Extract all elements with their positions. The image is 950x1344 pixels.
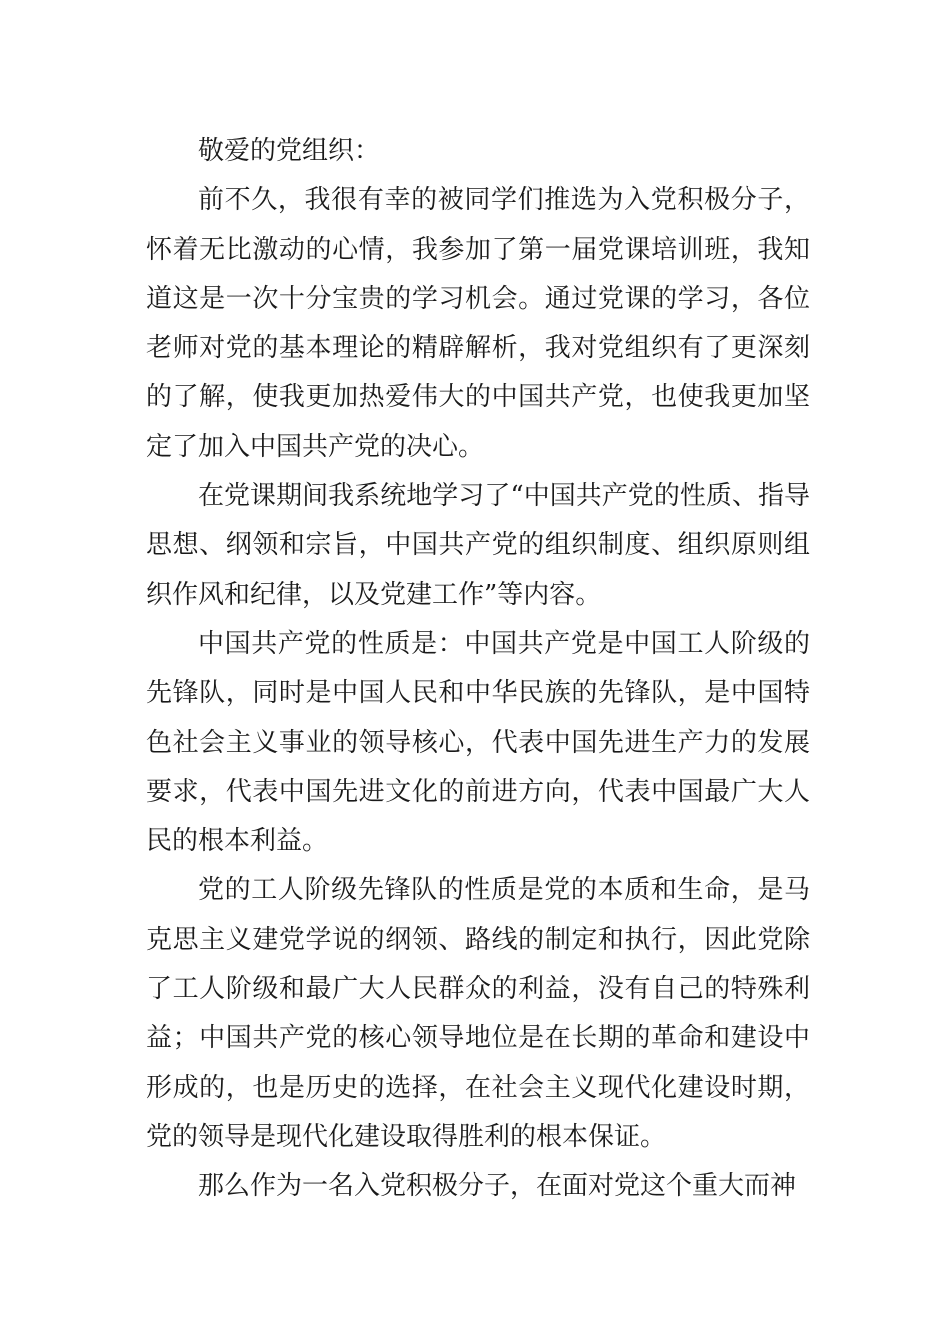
paragraph-3: 中国共产党的性质是：中国共产党是中国工人阶级的先锋队，同时是中国人民和中华民族的先锋队，是中国特色社会主义事业的领导核心，代表中国先进生产力的发展要求，代表中国先进文化的前进方向，代表中国最广大人民的根本利益。 [146,628,810,857]
paragraph-5: 那么作为一名入党积极分子，在面对党这个重大而神 [198,1171,797,1202]
document-body [146,127,810,1212]
paragraph-1: 前不久，我很有幸的被同学们推选为入党积极分子，怀着无比激动的心情，我参加了第一届党课培训班，我知道这是一次十分宝贵的学习机会。通过党课的学习，各位老师对党的基本理论的精辟解析，我对党组织有了更深刻的了解，使我更加热爱伟大的中国共产党，也使我更加坚定了加入中国共产党的决心。 [146,185,810,462]
paragraph-2: 在党课期间我系统地学习了“中国共产党的性质、指导思想、纲领和宗旨，中国共产党的组织制度、组织原则组织作风和纪律，以及党建工作”等内容。 [146,481,810,610]
salutation: 敬爱的党组织： [198,136,381,166]
paragraph-4: 党的工人阶级先锋队的性质是党的本质和生命，是马克思主义建党学说的纲领、路线的制定和执行，因此党除了工人阶级和最广大人民群众的利益，没有自己的特殊利益；中国共产党的核心领导地位是在长期的革命和建设中形成的，也是历史的选择，在社会主义现代化建设时期，党的领导是现代化建设取得胜利的根本保证。 [146,875,810,1152]
